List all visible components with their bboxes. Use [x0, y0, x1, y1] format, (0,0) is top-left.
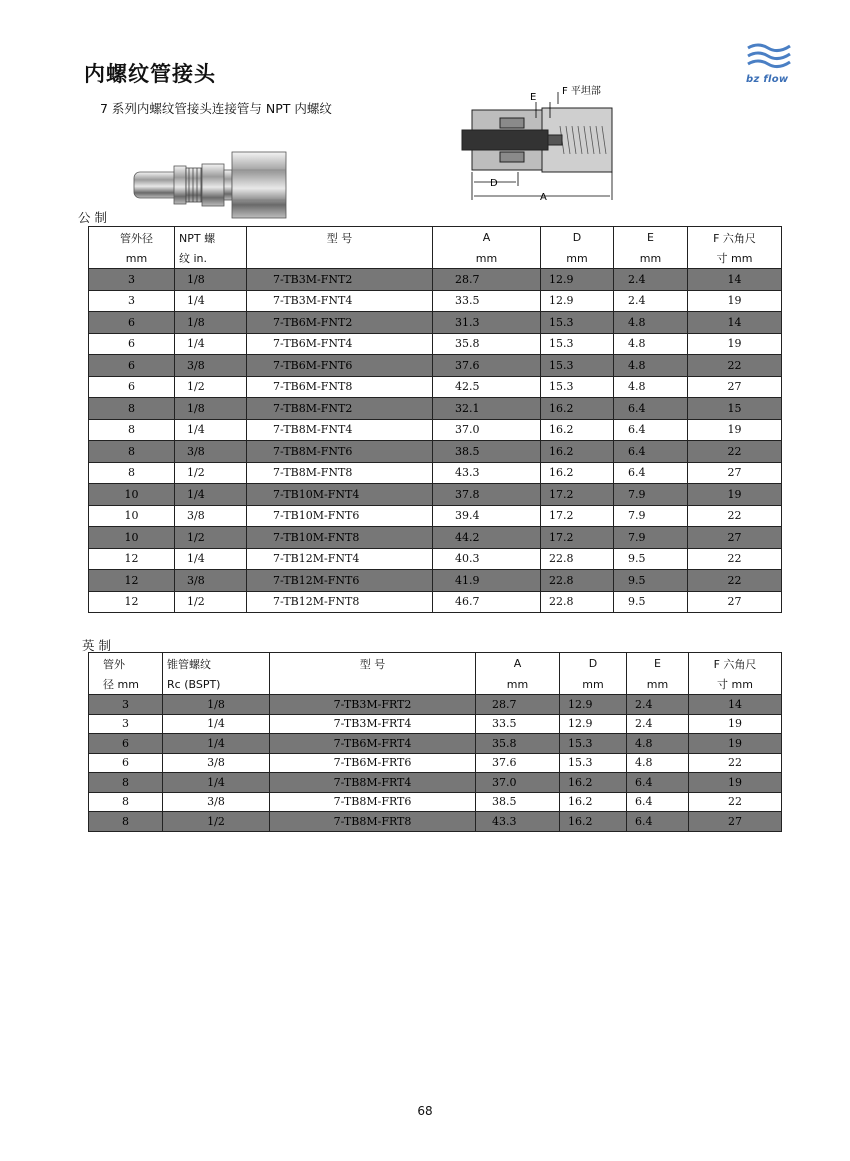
- table-row: [89, 290, 782, 312]
- table-row: [89, 773, 782, 793]
- table-cell: 22.8: [541, 591, 614, 613]
- diagram-label-d: D: [490, 178, 498, 189]
- metric-header-cell: mm: [541, 249, 614, 269]
- fitting-photo: [130, 148, 290, 220]
- table-cell: 7-TB8M-FRT8: [270, 812, 476, 832]
- table-cell: 12.9: [541, 269, 614, 291]
- table-cell: 1/4: [175, 333, 247, 355]
- table-cell: 6.4: [614, 441, 688, 463]
- table-cell: 27: [688, 591, 782, 613]
- table-cell: 1/8: [163, 695, 270, 715]
- table-cell: 8: [89, 812, 163, 832]
- table-cell: 43.3: [433, 462, 541, 484]
- imperial-header-cell: Rc (BSPT): [163, 675, 270, 695]
- table-cell: 8: [89, 398, 175, 420]
- table-row: [89, 505, 782, 527]
- imperial-spec-table: [88, 652, 782, 832]
- table-cell: 7-TB6M-FNT8: [247, 376, 433, 398]
- table-row: [89, 484, 782, 506]
- table-cell: 8: [89, 441, 175, 463]
- table-cell: 7-TB8M-FNT8: [247, 462, 433, 484]
- table-cell: 3: [89, 714, 163, 734]
- table-cell: 7-TB3M-FNT2: [247, 269, 433, 291]
- metric-section-label: 公 制: [78, 210, 107, 225]
- table-cell: 27: [689, 812, 782, 832]
- imperial-header-cell: 径 mm: [89, 675, 163, 695]
- table-row: [89, 398, 782, 420]
- table-cell: 19: [689, 714, 782, 734]
- table-cell: 41.9: [433, 570, 541, 592]
- table-cell: 7-TB10M-FNT6: [247, 505, 433, 527]
- page-number: 68: [417, 1104, 433, 1118]
- table-cell: 6: [89, 312, 175, 334]
- table-row: [89, 753, 782, 773]
- table-cell: 37.0: [433, 419, 541, 441]
- table-cell: 3/8: [175, 505, 247, 527]
- table-cell: 6.4: [627, 792, 689, 812]
- metric-header-cell: 型 号: [247, 227, 433, 249]
- table-cell: 19: [688, 333, 782, 355]
- table-cell: 9.5: [614, 591, 688, 613]
- metric-header-row: [89, 249, 782, 269]
- table-row: [89, 441, 782, 463]
- table-cell: 4.8: [627, 753, 689, 773]
- table-cell: 19: [689, 773, 782, 793]
- table-cell: 7-TB12M-FNT6: [247, 570, 433, 592]
- table-cell: 7-TB10M-FNT4: [247, 484, 433, 506]
- table-cell: 12: [89, 548, 175, 570]
- table-cell: 27: [688, 462, 782, 484]
- table-cell: 39.4: [433, 505, 541, 527]
- table-cell: 3/8: [163, 753, 270, 773]
- table-cell: 16.2: [560, 792, 627, 812]
- page-subtitle: 7 系列内螺纹管接头连接管与 NPT 内螺纹: [100, 101, 332, 116]
- table-cell: 16.2: [560, 812, 627, 832]
- table-cell: 1/8: [175, 312, 247, 334]
- table-cell: 2.4: [614, 269, 688, 291]
- table-cell: 31.3: [433, 312, 541, 334]
- table-cell: 33.5: [476, 714, 560, 734]
- table-cell: 1/8: [175, 398, 247, 420]
- imperial-header-cell: [270, 675, 476, 695]
- table-cell: 7-TB6M-FNT4: [247, 333, 433, 355]
- table-cell: 7-TB10M-FNT8: [247, 527, 433, 549]
- table-cell: 12: [89, 591, 175, 613]
- table-cell: 1/2: [175, 462, 247, 484]
- table-cell: 3/8: [175, 570, 247, 592]
- metric-header-cell: mm: [614, 249, 688, 269]
- metric-header-cell: mm: [433, 249, 541, 269]
- table-cell: 2.4: [627, 695, 689, 715]
- table-row: [89, 812, 782, 832]
- table-cell: 7-TB8M-FNT2: [247, 398, 433, 420]
- table-row: [89, 333, 782, 355]
- table-cell: 1/2: [175, 591, 247, 613]
- diagram-label-f: F 平坦部: [562, 86, 601, 97]
- table-cell: 1/2: [163, 812, 270, 832]
- table-cell: 12.9: [541, 290, 614, 312]
- table-cell: 19: [688, 484, 782, 506]
- table-cell: 16.2: [541, 398, 614, 420]
- table-cell: 16.2: [541, 419, 614, 441]
- table-cell: 22: [688, 441, 782, 463]
- diagram-label-a: A: [540, 192, 547, 203]
- table-cell: 4.8: [614, 355, 688, 377]
- metric-header-cell: 寸 mm: [688, 249, 782, 269]
- table-cell: 7-TB8M-FNT6: [247, 441, 433, 463]
- table-cell: 28.7: [433, 269, 541, 291]
- table-row: [89, 734, 782, 754]
- table-cell: 12: [89, 570, 175, 592]
- table-row: [89, 792, 782, 812]
- metric-header-cell: NPT 螺: [175, 227, 247, 249]
- table-cell: 15.3: [541, 355, 614, 377]
- imperial-header-cell: F 六角尺: [689, 653, 782, 675]
- table-cell: 22: [688, 355, 782, 377]
- metric-header-cell: 管外径: [89, 227, 175, 249]
- table-cell: 19: [689, 734, 782, 754]
- table-cell: 15.3: [541, 376, 614, 398]
- table-cell: 17.2: [541, 505, 614, 527]
- table-cell: 15.3: [541, 312, 614, 334]
- table-cell: 10: [89, 484, 175, 506]
- table-cell: 4.8: [627, 734, 689, 754]
- table-cell: 1/2: [175, 376, 247, 398]
- table-cell: 33.5: [433, 290, 541, 312]
- table-cell: 14: [688, 269, 782, 291]
- table-cell: 19: [688, 419, 782, 441]
- table-cell: 8: [89, 773, 163, 793]
- table-cell: 3/8: [175, 441, 247, 463]
- table-cell: 44.2: [433, 527, 541, 549]
- table-cell: 1/4: [175, 548, 247, 570]
- table-row: [89, 269, 782, 291]
- table-cell: 27: [688, 376, 782, 398]
- metric-header-cell: 纹 in.: [175, 249, 247, 269]
- table-cell: 17.2: [541, 484, 614, 506]
- table-cell: 9.5: [614, 548, 688, 570]
- table-cell: 4.8: [614, 312, 688, 334]
- table-cell: 7-TB6M-FNT2: [247, 312, 433, 334]
- table-cell: 37.6: [433, 355, 541, 377]
- table-cell: 15.3: [560, 734, 627, 754]
- table-cell: 17.2: [541, 527, 614, 549]
- logo-text: bz flow: [746, 74, 789, 85]
- imperial-header-cell: mm: [627, 675, 689, 695]
- table-cell: 46.7: [433, 591, 541, 613]
- table-cell: 37.0: [476, 773, 560, 793]
- table-cell: 22: [689, 792, 782, 812]
- table-cell: 4.8: [614, 376, 688, 398]
- imperial-header-cell: mm: [560, 675, 627, 695]
- table-cell: 35.8: [433, 333, 541, 355]
- table-cell: 10: [89, 505, 175, 527]
- table-cell: 7-TB8M-FRT4: [270, 773, 476, 793]
- table-cell: 1/4: [175, 419, 247, 441]
- table-cell: 22: [688, 505, 782, 527]
- table-cell: 16.2: [541, 462, 614, 484]
- table-row: [89, 376, 782, 398]
- table-cell: 7-TB3M-FRT4: [270, 714, 476, 734]
- table-row: [89, 312, 782, 334]
- metric-header-cell: A: [433, 227, 541, 249]
- table-cell: 16.2: [560, 773, 627, 793]
- imperial-section-label: 英 制: [82, 638, 111, 653]
- metric-header-cell: E: [614, 227, 688, 249]
- table-cell: 8: [89, 419, 175, 441]
- table-cell: 4.8: [614, 333, 688, 355]
- table-cell: 9.5: [614, 570, 688, 592]
- imperial-header-row: [89, 675, 782, 695]
- page-title: 内螺纹管接头: [84, 62, 216, 86]
- table-cell: 22.8: [541, 570, 614, 592]
- table-row: [89, 355, 782, 377]
- imperial-header-cell: mm: [476, 675, 560, 695]
- table-cell: 7.9: [614, 484, 688, 506]
- imperial-header-cell: A: [476, 653, 560, 675]
- table-cell: 19: [688, 290, 782, 312]
- table-cell: 35.8: [476, 734, 560, 754]
- table-cell: 38.5: [476, 792, 560, 812]
- table-cell: 14: [688, 312, 782, 334]
- table-cell: 3: [89, 290, 175, 312]
- imperial-header-cell: E: [627, 653, 689, 675]
- table-row: [89, 570, 782, 592]
- table-cell: 6: [89, 753, 163, 773]
- table-cell: 10: [89, 527, 175, 549]
- fitting-cross-section-diagram: [460, 82, 620, 208]
- table-cell: 16.2: [541, 441, 614, 463]
- table-cell: 8: [89, 462, 175, 484]
- table-cell: 2.4: [627, 714, 689, 734]
- table-cell: 7-TB12M-FNT4: [247, 548, 433, 570]
- table-cell: 7-TB8M-FRT6: [270, 792, 476, 812]
- table-cell: 37.6: [476, 753, 560, 773]
- table-cell: 7.9: [614, 527, 688, 549]
- table-row: [89, 591, 782, 613]
- table-cell: 3/8: [163, 792, 270, 812]
- metric-header-cell: F 六角尺: [688, 227, 782, 249]
- table-cell: 1/4: [175, 290, 247, 312]
- table-cell: 6: [89, 376, 175, 398]
- table-cell: 6: [89, 355, 175, 377]
- table-cell: 1/4: [175, 484, 247, 506]
- table-cell: 40.3: [433, 548, 541, 570]
- table-row: [89, 548, 782, 570]
- table-row: [89, 695, 782, 715]
- diagram-label-e: E: [530, 92, 537, 103]
- table-cell: 7-TB6M-FRT6: [270, 753, 476, 773]
- imperial-header-row: [89, 653, 782, 675]
- table-cell: 3: [89, 695, 163, 715]
- table-cell: 12.9: [560, 714, 627, 734]
- table-cell: 12.9: [560, 695, 627, 715]
- table-cell: 37.8: [433, 484, 541, 506]
- table-cell: 15.3: [541, 333, 614, 355]
- table-cell: 1/8: [175, 269, 247, 291]
- table-cell: 7-TB3M-FRT2: [270, 695, 476, 715]
- imperial-header-cell: 锥管螺纹: [163, 653, 270, 675]
- table-cell: 28.7: [476, 695, 560, 715]
- table-cell: 3: [89, 269, 175, 291]
- table-cell: 15.3: [560, 753, 627, 773]
- table-cell: 7-TB3M-FNT4: [247, 290, 433, 312]
- table-cell: 6.4: [614, 398, 688, 420]
- table-row: [89, 419, 782, 441]
- table-cell: 6.4: [614, 462, 688, 484]
- table-cell: 22: [689, 753, 782, 773]
- imperial-header-cell: 管外: [89, 653, 163, 675]
- table-cell: 7-TB12M-FNT8: [247, 591, 433, 613]
- table-cell: 32.1: [433, 398, 541, 420]
- imperial-header-cell: D: [560, 653, 627, 675]
- metric-spec-table: [88, 226, 782, 613]
- imperial-header-cell: 型 号: [270, 653, 476, 675]
- table-cell: 6: [89, 734, 163, 754]
- table-cell: 6: [89, 333, 175, 355]
- metric-header-cell: D: [541, 227, 614, 249]
- table-cell: 42.5: [433, 376, 541, 398]
- metric-header-cell: [247, 249, 433, 269]
- table-cell: 7-TB6M-FNT6: [247, 355, 433, 377]
- table-cell: 1/4: [163, 734, 270, 754]
- table-cell: 7-TB8M-FNT4: [247, 419, 433, 441]
- table-cell: 22: [688, 548, 782, 570]
- table-cell: 7-TB6M-FRT4: [270, 734, 476, 754]
- table-cell: 22: [688, 570, 782, 592]
- table-cell: 1/2: [175, 527, 247, 549]
- table-cell: 2.4: [614, 290, 688, 312]
- table-cell: 1/4: [163, 773, 270, 793]
- table-row: [89, 527, 782, 549]
- table-cell: 14: [689, 695, 782, 715]
- metric-header-row: [89, 227, 782, 249]
- table-cell: 6.4: [627, 773, 689, 793]
- table-row: [89, 462, 782, 484]
- imperial-header-cell: 寸 mm: [689, 675, 782, 695]
- table-cell: 6.4: [614, 419, 688, 441]
- table-cell: 38.5: [433, 441, 541, 463]
- table-cell: 1/4: [163, 714, 270, 734]
- table-cell: 22.8: [541, 548, 614, 570]
- table-cell: 43.3: [476, 812, 560, 832]
- table-cell: 27: [688, 527, 782, 549]
- table-cell: 3/8: [175, 355, 247, 377]
- table-cell: 7.9: [614, 505, 688, 527]
- table-cell: 15: [688, 398, 782, 420]
- table-cell: 6.4: [627, 812, 689, 832]
- table-cell: 8: [89, 792, 163, 812]
- table-row: [89, 714, 782, 734]
- metric-header-cell: mm: [89, 249, 175, 269]
